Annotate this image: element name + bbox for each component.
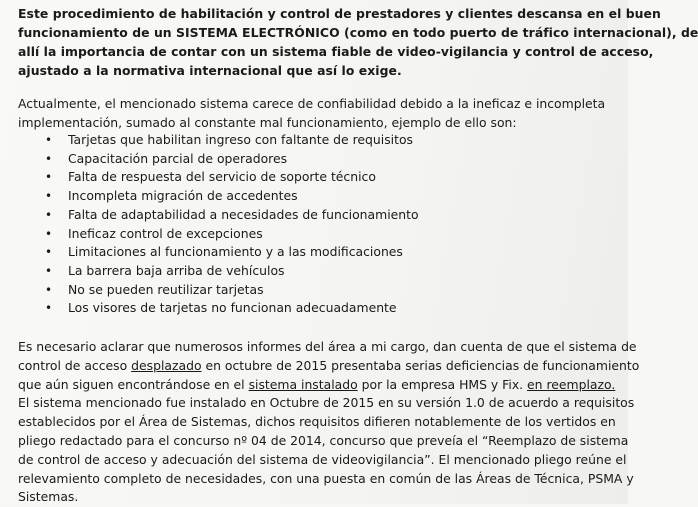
list-item: • Capacitación parcial de operadores (18, 150, 598, 169)
list-item: • Falta de adaptabilidad a necesidades de funcionamiento (18, 206, 598, 225)
deficiency-list (18, 131, 598, 318)
current-status-paragraph (18, 94, 618, 132)
list-item: • La barrera baja arriba de vehículos (18, 262, 598, 281)
intro-line-3: allí la importancia de contar con un sistema fiable de video-vigilancia y control de acceso, (18, 44, 654, 59)
conclusion-line-2 (18, 357, 640, 376)
intro-line-1: Este procedimiento de habilitación y control de prestadores y clientes descansa en el buen (18, 6, 661, 21)
conclusion-line-5: establecidos por el Área de Sistemas, dichos requisitos difieren notablemente de los vertidos en (18, 414, 616, 430)
text-run: que aún siguen encontrándose en el (18, 376, 249, 392)
list-item: • Tarjetas que habilitan ingreso con faltante de requisitos (18, 131, 598, 150)
list-item: • Ineficaz control de excepciones (18, 225, 598, 244)
conclusion-line-8: relevamiento completo de necesidades, con una puesta en común de las Áreas de Técnica, PSMA y (18, 470, 634, 486)
text-run: en octubre de 2015 presentaba serias deficiencias de funcionamiento (201, 357, 640, 373)
status-line-1: Actualmente, el mencionado sistema carece de confiabilidad debido a la ineficaz e incompleta (18, 96, 606, 111)
underlined-text: desplazado (131, 357, 202, 373)
list-item: • Incompleta migración de accedentes (18, 187, 598, 206)
text-run: control de acceso (18, 357, 132, 373)
conclusion-line-6: pliego redactado para el concurso nº 04 de 2014, concurso que preveía el “Reemplazo de sistema (18, 432, 629, 448)
intro-line-2: funcionamiento de un SISTEMA ELECTRÓNICO (como en todo puerto de tráfico internacional), de (18, 25, 698, 40)
conclusion-line-4: El sistema mencionado fue instalado en Octubre de 2015 en su versión 1.0 de acuerdo a requisitos (18, 395, 635, 411)
list-item: • Los visores de tarjetas no funcionan adecuadamente (18, 299, 598, 318)
underlined-text: sistema instalado (248, 376, 358, 392)
list-item: • Limitaciones al funcionamiento y a las modificaciones (18, 243, 598, 262)
status-line-2: implementación, sumado al constante mal funcionamiento, ejemplo de ello son: (18, 115, 517, 130)
list-item: • Falta de respuesta del servicio de soporte técnico (18, 168, 598, 187)
conclusion-line-7: de control de acceso y adecuación del sistema de videovigilancia”. El mencionado pliego reúne el (18, 451, 627, 467)
conclusion-line-9: Sistemas. (18, 489, 79, 505)
underlined-text: en reemplazo. (527, 376, 616, 392)
conclusion-line-1: Es necesario aclarar que numerosos informes del área a mi cargo, dan cuenta de que el sistema de (18, 339, 637, 354)
intro-paragraph (18, 4, 698, 80)
intro-line-4: ajustado a la normativa internacional que así lo exige. (18, 63, 402, 78)
conclusion-paragraph (18, 338, 640, 507)
text-run: por la empresa HMS y Fix. (357, 376, 528, 392)
list-item: • No se pueden reutilizar tarjetas (18, 281, 598, 300)
conclusion-line-3 (18, 376, 618, 395)
